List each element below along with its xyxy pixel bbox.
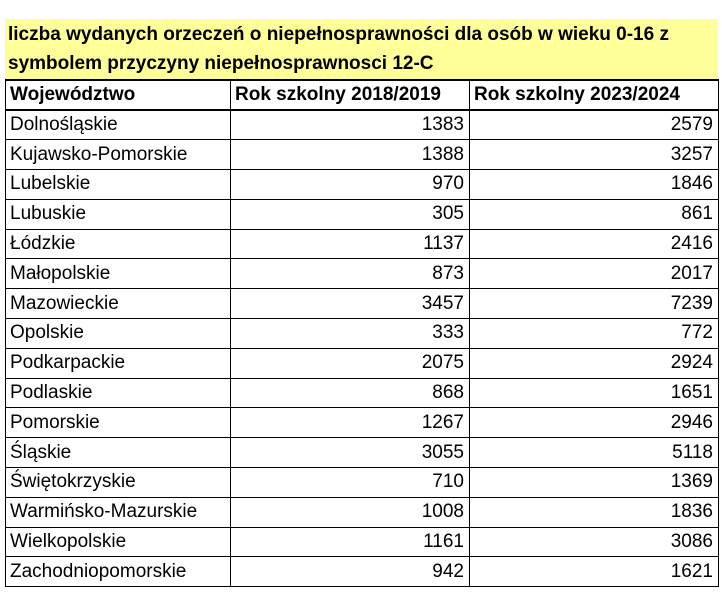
value-2018-2019-cell: 333 [231,319,470,349]
voivodeship-cell: Dolnośląskie [6,110,231,140]
voivodeship-cell: Podkarpackie [6,348,231,378]
value-2018-2019-cell: 1137 [231,229,470,259]
voivodeship-cell: Łódzkie [6,229,231,259]
header-year-2023-2024: Rok szkolny 2023/2024 [470,80,719,110]
value-2018-2019-cell: 873 [231,259,470,289]
table-row [6,497,719,527]
value-2023-2024-cell: 3257 [470,140,719,170]
voivodeship-cell: Warmińsko-Mazurskie [6,497,231,527]
voivodeship-cell: Opolskie [6,319,231,349]
value-2023-2024-cell: 2416 [470,229,719,259]
table-row [6,348,719,378]
value-2018-2019-cell: 710 [231,468,470,498]
table-row [6,140,719,170]
value-2023-2024-cell: 7239 [470,289,719,319]
table-row [6,229,719,259]
table-row [6,378,719,408]
table-body [6,110,719,587]
value-2023-2024-cell: 2579 [470,110,719,140]
value-2023-2024-cell: 772 [470,319,719,349]
voivodeship-cell: Małopolskie [6,259,231,289]
title-block [5,19,718,79]
table-row [6,408,719,438]
header-row [6,80,719,110]
value-2023-2024-cell: 1621 [470,557,719,587]
table-row [6,557,719,587]
table-row [6,438,719,468]
value-2023-2024-cell: 2017 [470,259,719,289]
voivodeship-cell: Pomorskie [6,408,231,438]
title-line-1: liczba wydanych orzeczeń o niepełnosprawności dla osób w wieku 0-16 z [8,24,669,45]
voivodeship-cell: Śląskie [6,438,231,468]
table-row [6,259,719,289]
value-2023-2024-cell: 2924 [470,348,719,378]
value-2018-2019-cell: 970 [231,170,470,200]
voivodeship-cell: Podlaskie [6,378,231,408]
header-year-2018-2019: Rok szkolny 2018/2019 [231,80,470,110]
value-2023-2024-cell: 1846 [470,170,719,200]
header-voivodeship: Województwo [6,80,231,110]
value-2018-2019-cell: 942 [231,557,470,587]
value-2018-2019-cell: 868 [231,378,470,408]
voivodeship-cell: Mazowieckie [6,289,231,319]
value-2018-2019-cell: 2075 [231,348,470,378]
value-2018-2019-cell: 1383 [231,110,470,140]
voivodeship-cell: Lubuskie [6,199,231,229]
data-table [5,79,719,587]
value-2018-2019-cell: 305 [231,199,470,229]
voivodeship-cell: Świętokrzyskie [6,468,231,498]
spreadsheet-sheet [5,19,718,587]
table-row [6,170,719,200]
value-2023-2024-cell: 1836 [470,497,719,527]
table-row [6,110,719,140]
table-row [6,527,719,557]
voivodeship-cell: Kujawsko-Pomorskie [6,140,231,170]
value-2023-2024-cell: 5118 [470,438,719,468]
voivodeship-cell: Lubelskie [6,170,231,200]
value-2018-2019-cell: 1388 [231,140,470,170]
value-2023-2024-cell: 3086 [470,527,719,557]
value-2023-2024-cell: 1651 [470,378,719,408]
value-2018-2019-cell: 3055 [231,438,470,468]
value-2023-2024-cell: 1369 [470,468,719,498]
value-2018-2019-cell: 3457 [231,289,470,319]
value-2018-2019-cell: 1267 [231,408,470,438]
title-line-2: symbolem przyczyny niepełnosprawnosci 12-C [8,53,434,74]
value-2023-2024-cell: 2946 [470,408,719,438]
value-2018-2019-cell: 1161 [231,527,470,557]
value-2023-2024-cell: 861 [470,199,719,229]
table-row [6,319,719,349]
voivodeship-cell: Zachodniopomorskie [6,557,231,587]
value-2018-2019-cell: 1008 [231,497,470,527]
voivodeship-cell: Wielkopolskie [6,527,231,557]
table-row [6,199,719,229]
table-row [6,468,719,498]
table-row [6,289,719,319]
